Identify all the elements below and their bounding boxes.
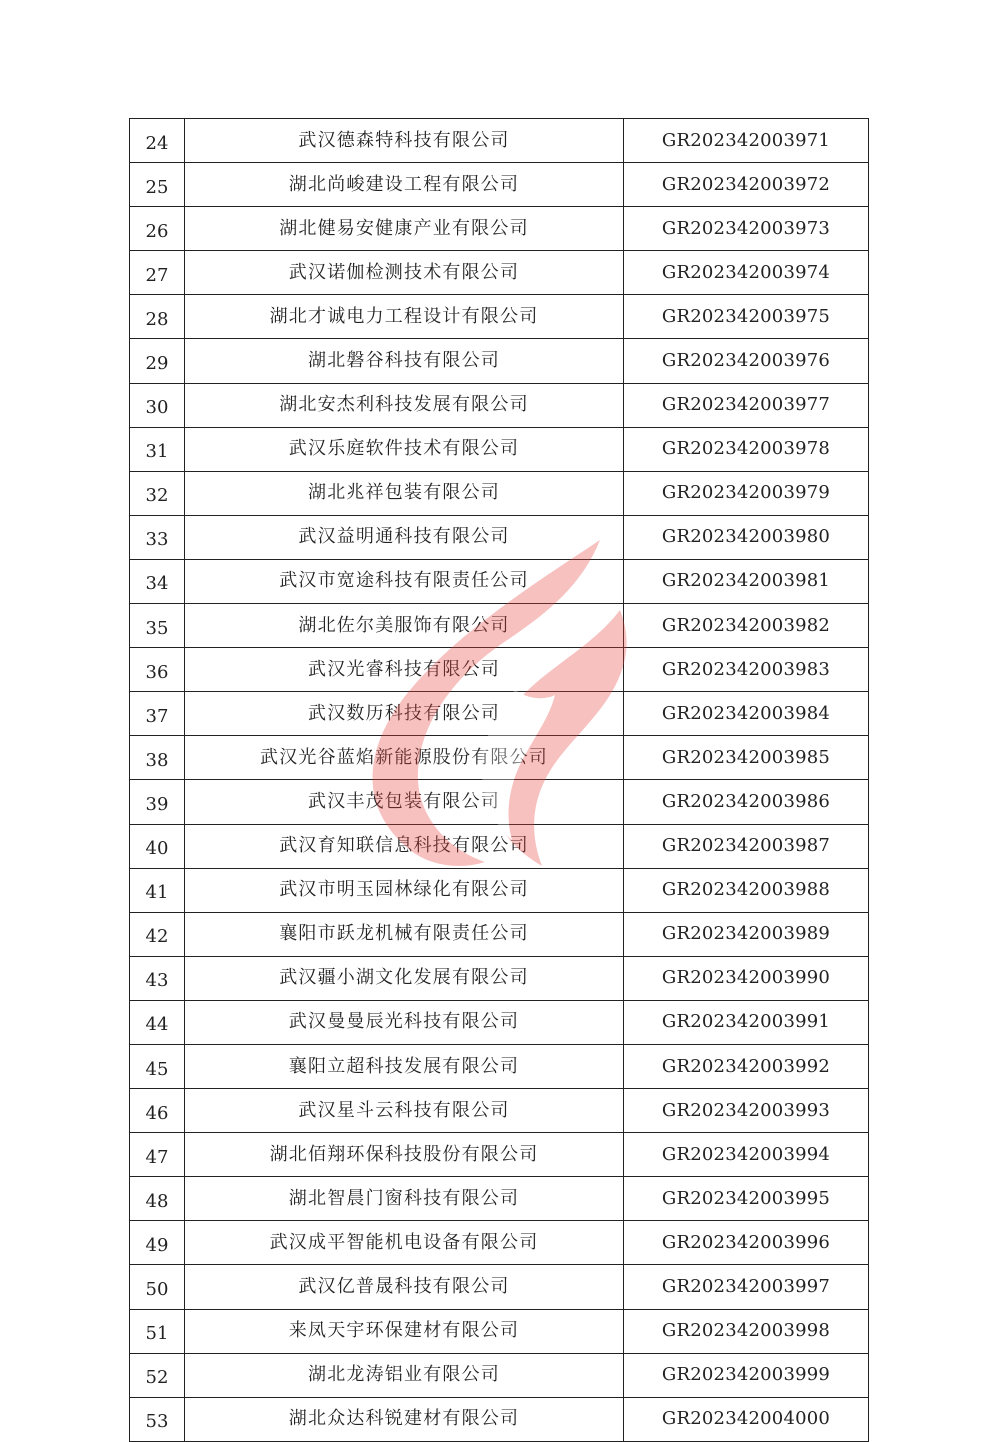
row-number-cell: 26 xyxy=(130,207,185,251)
company-name-cell: 湖北智晨门窗科技有限公司 xyxy=(185,1177,624,1221)
row-number-cell: 31 xyxy=(130,427,185,471)
company-name-cell: 襄阳市跃龙机械有限责任公司 xyxy=(185,912,624,956)
table-row xyxy=(130,648,869,692)
company-name-cell: 湖北龙涛铝业有限公司 xyxy=(185,1353,624,1397)
company-name-cell: 武汉曼曼辰光科技有限公司 xyxy=(185,1000,624,1044)
row-number-cell: 43 xyxy=(130,956,185,1000)
row-number-cell: 46 xyxy=(130,1089,185,1133)
table-row xyxy=(130,1309,869,1353)
company-name-cell: 武汉光谷蓝焰新能源股份有限公司 xyxy=(185,736,624,780)
company-name-cell: 湖北磐谷科技有限公司 xyxy=(185,339,624,383)
company-name-cell: 武汉丰茂包装有限公司 xyxy=(185,780,624,824)
row-number-cell: 44 xyxy=(130,1000,185,1044)
certificate-code-cell: GR202342003991 xyxy=(624,1000,869,1044)
certificate-code-cell: GR202342003987 xyxy=(624,824,869,868)
certificate-code-cell: GR202342003990 xyxy=(624,956,869,1000)
company-name-cell: 武汉数历科技有限公司 xyxy=(185,692,624,736)
certificate-code-cell: GR202342003977 xyxy=(624,383,869,427)
row-number-cell: 34 xyxy=(130,559,185,603)
table-row xyxy=(130,1177,869,1221)
table-row xyxy=(130,1044,869,1088)
certificate-code-cell: GR202342003995 xyxy=(624,1177,869,1221)
table-row xyxy=(130,471,869,515)
row-number-cell: 47 xyxy=(130,1133,185,1177)
table-row xyxy=(130,912,869,956)
certificate-code-cell: GR202342003980 xyxy=(624,515,869,559)
certificate-code-cell: GR202342003976 xyxy=(624,339,869,383)
table-row xyxy=(130,1133,869,1177)
certificate-code-cell: GR202342003999 xyxy=(624,1353,869,1397)
company-name-cell: 湖北众达科锐建材有限公司 xyxy=(185,1397,624,1441)
table-row xyxy=(130,427,869,471)
company-name-cell: 武汉育知联信息科技有限公司 xyxy=(185,824,624,868)
company-name-cell: 武汉诺伽检测技术有限公司 xyxy=(185,251,624,295)
company-name-cell: 武汉德森特科技有限公司 xyxy=(185,119,624,163)
table-row xyxy=(130,207,869,251)
certificate-code-cell: GR202342003984 xyxy=(624,692,869,736)
certificate-code-cell: GR202342003973 xyxy=(624,207,869,251)
certificate-code-cell: GR202342003981 xyxy=(624,559,869,603)
table-row xyxy=(130,383,869,427)
company-name-cell: 湖北安杰利科技发展有限公司 xyxy=(185,383,624,427)
row-number-cell: 50 xyxy=(130,1265,185,1309)
table-row xyxy=(130,1221,869,1265)
table-row xyxy=(130,1265,869,1309)
certificate-code-cell: GR202342003975 xyxy=(624,295,869,339)
table-row xyxy=(130,163,869,207)
row-number-cell: 28 xyxy=(130,295,185,339)
table-row xyxy=(130,251,869,295)
row-number-cell: 24 xyxy=(130,119,185,163)
company-name-cell: 湖北佰翔环保科技股份有限公司 xyxy=(185,1133,624,1177)
certificate-code-cell: GR202342003972 xyxy=(624,163,869,207)
certificate-code-cell: GR202342003994 xyxy=(624,1133,869,1177)
company-name-cell: 襄阳立超科技发展有限公司 xyxy=(185,1044,624,1088)
company-name-cell: 湖北兆祥包装有限公司 xyxy=(185,471,624,515)
table-row xyxy=(130,515,869,559)
row-number-cell: 36 xyxy=(130,648,185,692)
row-number-cell: 41 xyxy=(130,868,185,912)
row-number-cell: 52 xyxy=(130,1353,185,1397)
row-number-cell: 29 xyxy=(130,339,185,383)
table-row xyxy=(130,824,869,868)
certificate-code-cell: GR202342003986 xyxy=(624,780,869,824)
row-number-cell: 38 xyxy=(130,736,185,780)
certificate-code-cell: GR202342003979 xyxy=(624,471,869,515)
row-number-cell: 53 xyxy=(130,1397,185,1441)
row-number-cell: 37 xyxy=(130,692,185,736)
certificate-code-cell: GR202342003971 xyxy=(624,119,869,163)
company-name-cell: 武汉亿普晟科技有限公司 xyxy=(185,1265,624,1309)
row-number-cell: 45 xyxy=(130,1044,185,1088)
row-number-cell: 51 xyxy=(130,1309,185,1353)
company-name-cell: 武汉疆小湖文化发展有限公司 xyxy=(185,956,624,1000)
row-number-cell: 27 xyxy=(130,251,185,295)
company-name-cell: 武汉市宽途科技有限责任公司 xyxy=(185,559,624,603)
table-row xyxy=(130,559,869,603)
table-row xyxy=(130,736,869,780)
company-name-cell: 湖北健易安健康产业有限公司 xyxy=(185,207,624,251)
row-number-cell: 39 xyxy=(130,780,185,824)
row-number-cell: 40 xyxy=(130,824,185,868)
row-number-cell: 49 xyxy=(130,1221,185,1265)
table-row xyxy=(130,1089,869,1133)
company-name-cell: 来凤天宇环保建材有限公司 xyxy=(185,1309,624,1353)
row-number-cell: 35 xyxy=(130,604,185,648)
row-number-cell: 33 xyxy=(130,515,185,559)
certificate-code-cell: GR202342003982 xyxy=(624,604,869,648)
company-name-cell: 武汉光睿科技有限公司 xyxy=(185,648,624,692)
company-name-cell: 湖北才诚电力工程设计有限公司 xyxy=(185,295,624,339)
certificate-code-cell: GR202342003974 xyxy=(624,251,869,295)
certificate-code-cell: GR202342003997 xyxy=(624,1265,869,1309)
certificate-code-cell: GR202342003989 xyxy=(624,912,869,956)
table-row xyxy=(130,956,869,1000)
table-row xyxy=(130,119,869,163)
certificate-code-cell: GR202342003978 xyxy=(624,427,869,471)
company-name-cell: 湖北尚峻建设工程有限公司 xyxy=(185,163,624,207)
table-row xyxy=(130,1397,869,1441)
table-row xyxy=(130,1000,869,1044)
certificate-code-cell: GR202342003998 xyxy=(624,1309,869,1353)
table-row xyxy=(130,1353,869,1397)
row-number-cell: 32 xyxy=(130,471,185,515)
certificate-code-cell: GR202342003988 xyxy=(624,868,869,912)
company-name-cell: 武汉乐庭软件技术有限公司 xyxy=(185,427,624,471)
table-row xyxy=(130,868,869,912)
row-number-cell: 30 xyxy=(130,383,185,427)
table-row xyxy=(130,604,869,648)
row-number-cell: 25 xyxy=(130,163,185,207)
company-table xyxy=(129,118,869,1442)
company-name-cell: 武汉益明通科技有限公司 xyxy=(185,515,624,559)
company-name-cell: 武汉星斗云科技有限公司 xyxy=(185,1089,624,1133)
certificate-code-cell: GR202342003992 xyxy=(624,1044,869,1088)
table-row xyxy=(130,339,869,383)
certificate-code-cell: GR202342004000 xyxy=(624,1397,869,1441)
certificate-code-cell: GR202342003993 xyxy=(624,1089,869,1133)
company-table-body xyxy=(130,119,869,1442)
row-number-cell: 48 xyxy=(130,1177,185,1221)
table-row xyxy=(130,692,869,736)
certificate-code-cell: GR202342003985 xyxy=(624,736,869,780)
certificate-code-cell: GR202342003996 xyxy=(624,1221,869,1265)
row-number-cell: 42 xyxy=(130,912,185,956)
table-row xyxy=(130,295,869,339)
table-row xyxy=(130,780,869,824)
company-name-cell: 武汉成平智能机电设备有限公司 xyxy=(185,1221,624,1265)
company-name-cell: 湖北佐尔美服饰有限公司 xyxy=(185,604,624,648)
company-name-cell: 武汉市明玉园林绿化有限公司 xyxy=(185,868,624,912)
certificate-code-cell: GR202342003983 xyxy=(624,648,869,692)
